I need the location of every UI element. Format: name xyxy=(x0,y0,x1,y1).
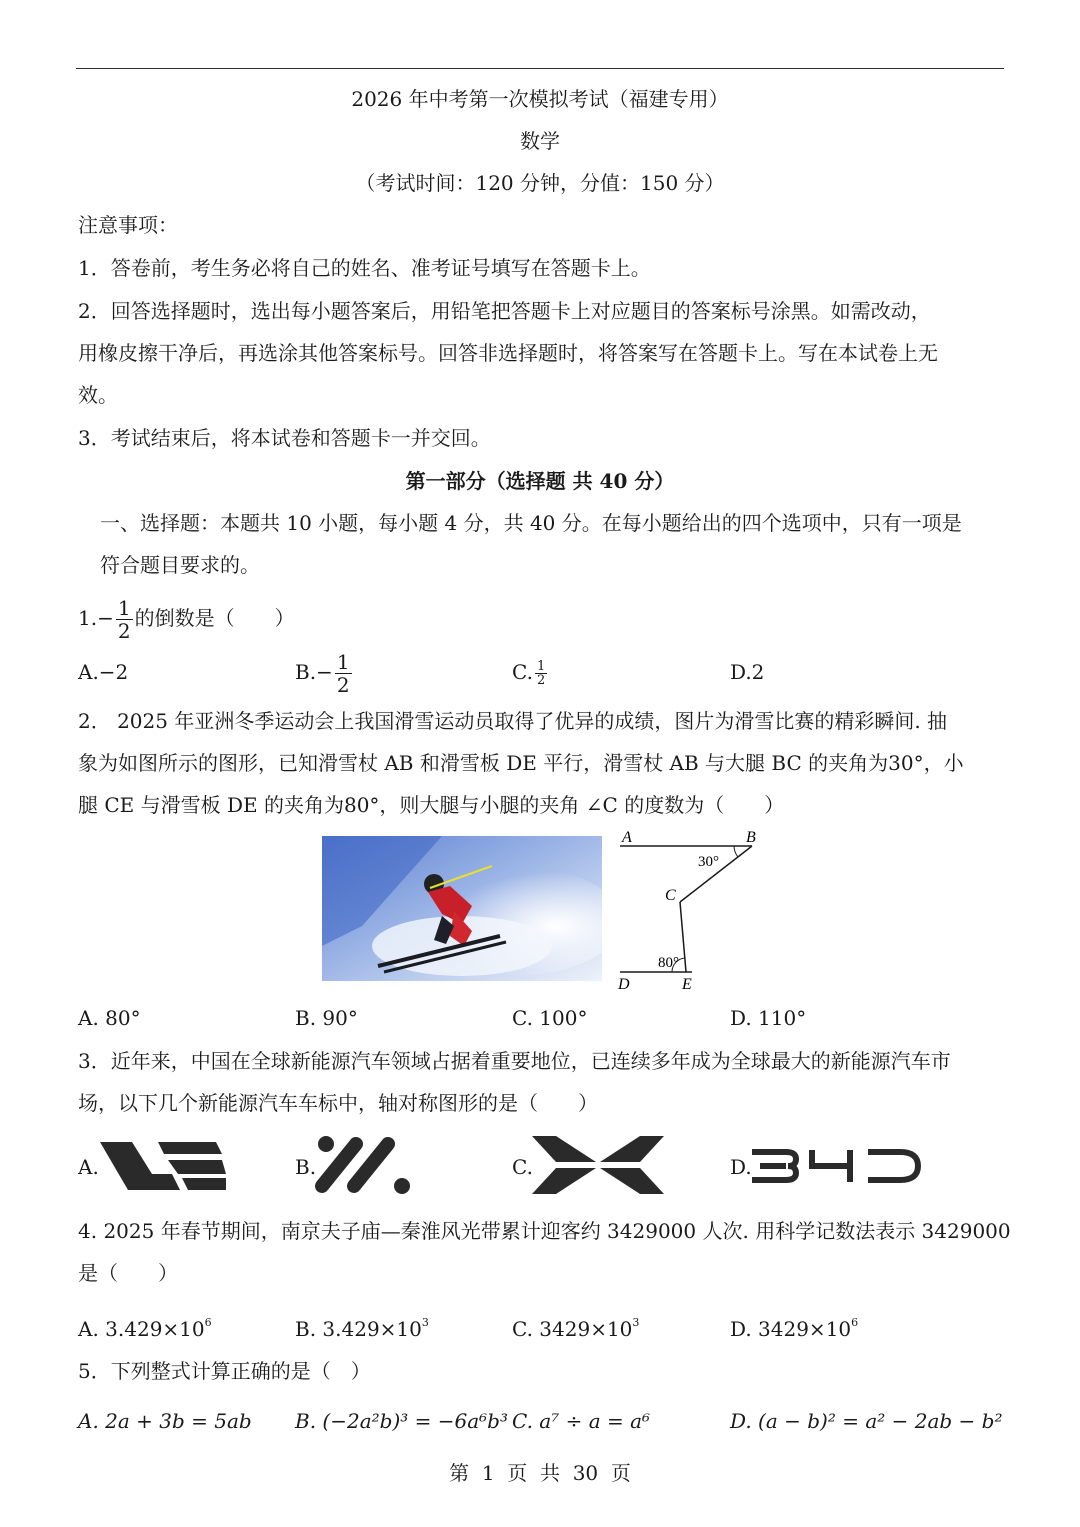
label-d: D xyxy=(618,976,630,993)
angle-b-arc xyxy=(734,846,738,857)
q1-option-b-fraction xyxy=(335,651,352,696)
q3-label-c: C. xyxy=(512,1155,533,1179)
q5-option-d: D. (a − b)² = a² − 2ab − b² xyxy=(730,1409,1003,1433)
label-c: C xyxy=(665,887,676,904)
q4-option-b-base: B. 3.429×10 xyxy=(295,1317,422,1341)
q1-frac-num: 1 xyxy=(117,596,131,620)
note-item-2-line-1: 2．回答选择题时，选出每小题答案后，用铅笔把答题卡上对应题目的答案标号涂黑。如需改动， xyxy=(78,299,931,323)
q4-option-d-base: D. 3429×10 xyxy=(730,1317,852,1341)
angle-b-label: 30° xyxy=(698,854,719,870)
q4-option-a-base: A. 3.429×10 xyxy=(78,1317,205,1341)
q2-stem-line-2: 象为如图所示的图形，已知滑雪杖 AB 和滑雪板 DE 平行，滑雪杖 AB 与大腿 BC 的夹角为30°，小 xyxy=(78,751,964,775)
q4-option-c xyxy=(512,1310,639,1342)
label-a: A xyxy=(622,829,632,846)
notes-heading: 注意事项： xyxy=(78,213,178,237)
q4-option-b-exp: 3 xyxy=(421,1316,429,1329)
q5-option-c: C. a⁷ ÷ a = a⁶ xyxy=(512,1409,651,1433)
q1-option-d: D.2 xyxy=(730,660,765,684)
q1-option-c xyxy=(512,659,549,687)
part1-title: 第一部分（选择题 共 40 分） xyxy=(405,469,675,493)
q1-fraction xyxy=(116,597,133,642)
q1-option-c-fraction xyxy=(535,660,547,687)
q4-option-a-exp: 6 xyxy=(204,1316,212,1329)
q1-option-b-num: 1 xyxy=(336,650,350,674)
q2-option-a: A. 80° xyxy=(78,1006,141,1030)
q1-option-c-den: 2 xyxy=(536,673,546,688)
q1-option-b xyxy=(295,648,354,696)
label-e: E xyxy=(682,976,692,993)
q5-option-b: B. (−2a²b)³ = −6a⁶b³ xyxy=(295,1409,508,1433)
part1-intro-line-1: 一、选择题：本题共 10 小题，每小题 4 分，共 40 分。在每小题给出的四个选项中，只有一项是 xyxy=(100,511,962,535)
byd-logo-icon xyxy=(750,1148,922,1184)
q5-stem: 5．下列整式计算正确的是（ ） xyxy=(78,1359,371,1383)
q4-option-d-exp: 6 xyxy=(851,1316,859,1329)
q1-option-b-den: 2 xyxy=(336,673,350,697)
q4-option-c-exp: 3 xyxy=(632,1316,640,1329)
segment-ce xyxy=(680,902,686,972)
q1-option-a: A.−2 xyxy=(78,660,129,684)
q3-label-b: B. xyxy=(295,1155,317,1179)
q5-option-a: A. 2a + 3b = 5ab xyxy=(78,1409,252,1433)
q1-stem xyxy=(78,596,295,642)
q3-stem-line-2: 场，以下几个新能源汽车车标中，轴对称图形的是（ ） xyxy=(78,1091,598,1115)
q3-stem-line-1: 3．近年来，中国在全球新能源汽车领域占据着重要地位，已连续多年成为全球最大的新能源汽车市 xyxy=(78,1049,951,1073)
zeekr-logo-icon xyxy=(310,1134,414,1196)
q1-option-c-num: 1 xyxy=(536,659,546,674)
skier-photo xyxy=(322,836,602,981)
part1-intro-line-2: 符合题目要求的。 xyxy=(100,553,260,577)
q2-stem-line-3: 腿 CE 与滑雪板 DE 的夹角为80°，则大腿与小腿的夹角 ∠C 的度数为（ ） xyxy=(78,793,785,817)
q2-option-c: C. 100° xyxy=(512,1006,588,1030)
note-item-1: 1．答卷前，考生务必将自己的姓名、准考证号填写在答题卡上。 xyxy=(78,256,651,280)
q1-suffix: 的倒数是（ ） xyxy=(134,606,295,630)
q1-option-c-prefix: C. xyxy=(512,660,533,684)
q4-stem-line-1: 4. 2025 年春节期间，南京夫子庙—秦淮风光带累计迎客约 3429000 人次. 用科学记数法表示 3429000 xyxy=(78,1219,1011,1243)
q1-frac-den: 2 xyxy=(117,619,131,643)
exam-title: 2026 年中考第一次模拟考试（福建专用） xyxy=(351,87,729,111)
q3-label-a: A. xyxy=(78,1155,99,1179)
exam-info: （考试时间：120 分钟，分值：150 分） xyxy=(355,171,725,195)
q4-option-c-base: C. 3429×10 xyxy=(512,1317,633,1341)
note-item-2-line-3: 效。 xyxy=(78,383,118,407)
q2-stem-line-1: 2． 2025 年亚洲冬季运动会上我国滑雪运动员取得了优异的成绩，图片为滑雪比赛的精彩瞬间. 抽 xyxy=(78,709,948,733)
top-rule xyxy=(76,68,1004,69)
q4-option-b xyxy=(295,1310,429,1342)
note-item-3: 3．考试结束后，将本试卷和答题卡一并交回。 xyxy=(78,426,491,450)
leapmotor-logo-icon xyxy=(98,1138,228,1194)
exam-subject: 数学 xyxy=(520,129,560,153)
geometry-figure xyxy=(610,826,770,996)
page-footer: 第 1 页 共 30 页 xyxy=(449,1461,631,1485)
label-b: B xyxy=(746,829,756,846)
q2-option-b: B. 90° xyxy=(295,1006,358,1030)
xpeng-logo-icon xyxy=(530,1134,666,1196)
q4-option-d xyxy=(730,1310,858,1342)
note-item-2-line-2: 用橡皮擦干净后，再选涂其他答案标号。回答非选择题时，将答案写在答题卡上。写在本试卷上无 xyxy=(78,341,938,365)
q4-option-a xyxy=(78,1310,212,1342)
q3-label-d: D. xyxy=(730,1155,752,1179)
q2-option-d: D. 110° xyxy=(730,1006,807,1030)
angle-e-label: 80° xyxy=(658,955,679,971)
q1-prefix: 1.− xyxy=(78,606,114,630)
q4-stem-line-2: 是（ ） xyxy=(78,1261,178,1285)
q1-option-b-prefix: B.− xyxy=(295,660,333,684)
